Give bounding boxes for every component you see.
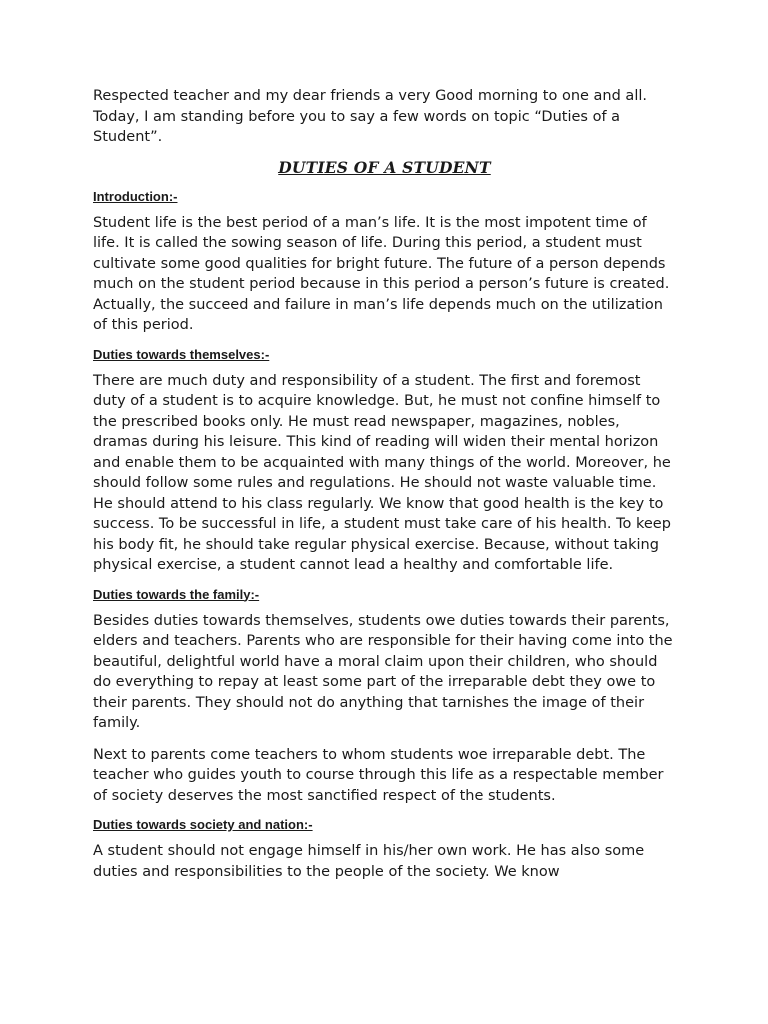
section-duties-society — [93, 817, 676, 882]
section-heading: Duties towards society and nation:- — [93, 817, 313, 832]
document-title: DUTIES OF A STUDENT — [278, 157, 491, 177]
section-paragraph: Student life is the best period of a man’s life. It is the most impotent time of life. It is called the sowing season of life. During this period, a student must cultivate some good qualities for bright future. The future of a person depends much on the student period because in this period a person’s future is created. Actually, the succeed and failure in man’s life depends much on the utilization of this period. — [93, 214, 670, 333]
section-paragraph: A student should not engage himself in his/her own work. He has also some duties and responsibilities to the people of the society. We know — [93, 843, 645, 880]
section-paragraph: Next to parents come teachers to whom students woe irreparable debt. The teacher who guides youth to course through this life as a respectable member of society deserves the most sanctified respect of the students. — [93, 746, 664, 804]
section-paragraph: Besides duties towards themselves, students owe duties towards their parents, elders and teachers. Parents who are responsible for their having come into the beautiful, delightful world have a moral claim upon their children, who should do everything to repay at least some part of the irreparable debt they owe to their parents. They should not do anything that tarnishes the image of their family. — [93, 612, 673, 731]
section-paragraph: There are much duty and responsibility of a student. The first and foremost duty of a student is to acquire knowledge. But, he must not confine himself to the prescribed books only. He must read newspaper, magazines, nobles, dramas during his leisure. This kind of reading will widen their mental horizon and enable them to be acquainted with many things of the world. Moreover, he should follow some rules and regulations. He should not waste valuable time. He should attend to his class regularly. We know that good health is the key to success. To be successful in life, a student must take care of his health. To keep his body fit, he should take regular physical exercise. Because, without taking physical exercise, a student cannot lead a healthy and comfortable life. — [93, 372, 671, 573]
opening-paragraph: Respected teacher and my dear friends a very Good morning to one and all. Today, I am standing before you to say a few words on topic “Duties of a Student”. — [93, 88, 647, 145]
section-introduction — [93, 189, 676, 336]
section-duties-themselves — [93, 347, 676, 576]
section-heading: Duties towards the family:- — [93, 586, 260, 602]
section-heading: Introduction:- — [93, 188, 178, 204]
section-duties-family — [93, 587, 676, 807]
section-heading: Duties towards themselves:- — [93, 346, 270, 362]
